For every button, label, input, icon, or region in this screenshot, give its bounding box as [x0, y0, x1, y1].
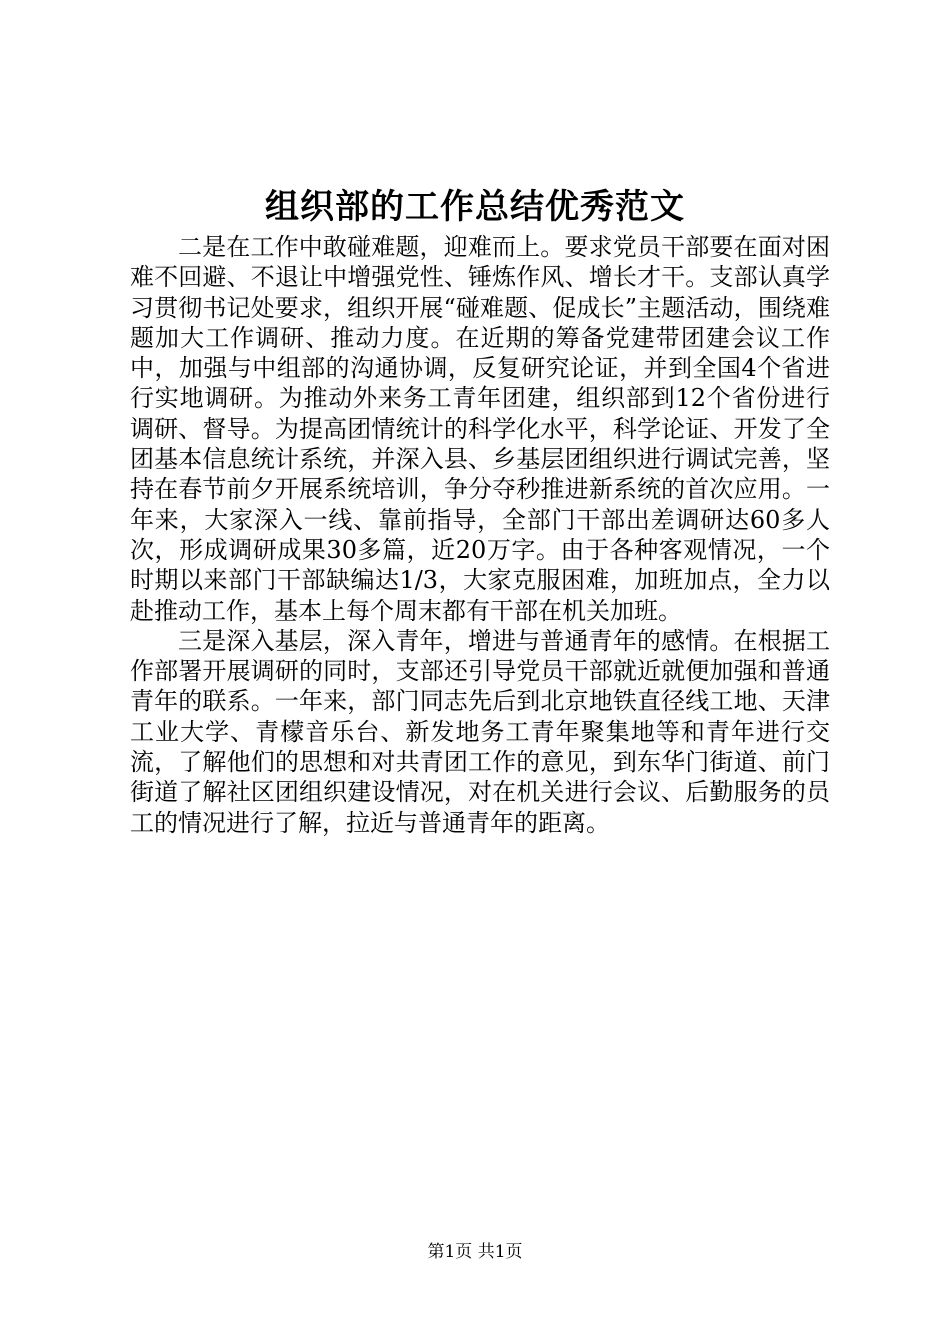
document-title: 组织部的工作总结优秀范文	[265, 187, 685, 227]
document-body	[130, 232, 830, 838]
page-number-footer: 第1页 共1页	[427, 1242, 523, 1262]
paragraph: 三是深入基层，深入青年，增进与普通青年的感情。在根据工作部署开展调研的同时，支部还引导党员干部就近就便加强和普通青年的联系。一年来，部门同志先后到北京地铁直径线工地、天津工业大学、青檬音乐台、新发地务工青年聚集地等和青年进行交流，了解他们的思想和对共青团工作的意见，到东华门街道、前门街道了解社区团组织建设情况，对在机关进行会议、后勤服务的员工的情况进行了解，拉近与普通青年的距离。	[130, 626, 830, 837]
paragraph: 二是在工作中敢碰难题，迎难而上。要求党员干部要在面对困难不回避、不退让中增强党性、锤炼作风、增长才干。支部认真学习贯彻书记处要求，组织开展“碰难题、促成长”主题活动，围绕难题加大工作调研、推动力度。在近期的筹备党建带团建会议工作中，加强与中组部的沟通协调，反复研究论证，并到全国4个省进行实地调研。为推动外来务工青年团建，组织部到12个省份进行调研、督导。为提高团情统计的科学化水平，科学论证、开发了全团基本信息统计系统，并深入县、乡基层团组织进行调试完善，坚持在春节前夕开展系统培训，争分夺秒推进新系统的首次应用。一年来，大家深入一线、靠前指导，全部门干部出差调研达60多人次，形成调研成果30多篇，近20万字。由于各种客观情况，一个时期以来部门干部缺编达1/3，大家克服困难，加班加点，全力以赴推动工作，基本上每个周末都有干部在机关加班。	[130, 233, 830, 625]
